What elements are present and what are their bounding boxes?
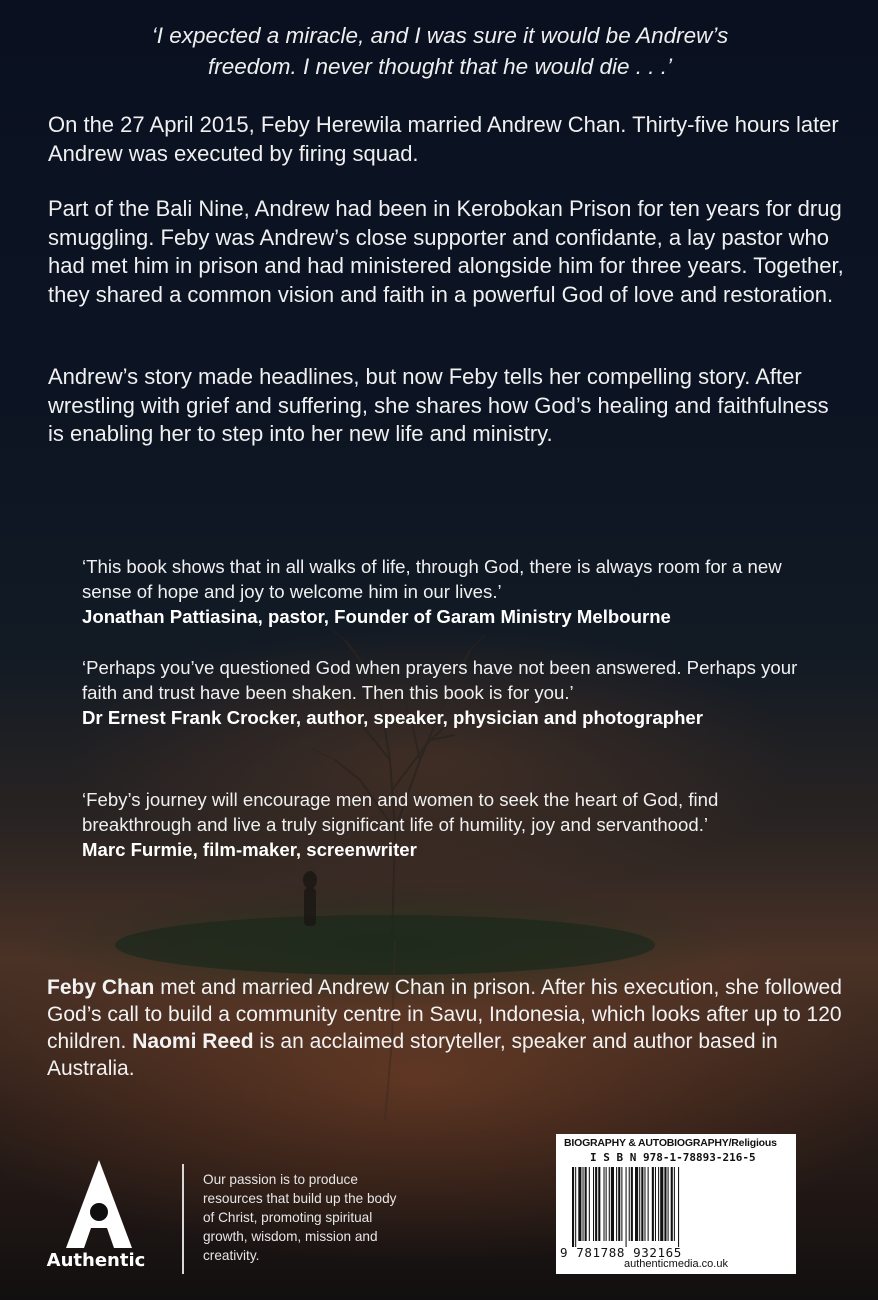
divider: [182, 1164, 184, 1274]
description-paragraph-3: Andrew’s story made headlines, but now Feby tells her compelling story. After wrestling with grief and suffering, she shares how God’s healing and faithfulness is enabling her to step into her new life and ministry.: [48, 364, 829, 446]
author-name-feby: Feby Chan: [47, 976, 155, 999]
endorsement-3: [82, 788, 822, 863]
description-paragraph-2: Part of the Bali Nine, Andrew had been in Kerobokan Prison for ten years for drug smuggling. Feby was Andrew’s close supporter and confidante, a lay pastor who had met him in prison and had ministered alongside him for three years. Together, they shared a common vision and faith in a powerful God of love and restoration.: [48, 196, 844, 307]
epigraph-line-2: freedom. I never thought that he would die . . .’: [207, 54, 673, 79]
barcode-digits: 9 781788 932165: [560, 1245, 682, 1260]
author-bio: [47, 974, 847, 1082]
epigraph-line-1: ‘I expected a miracle, and I was sure it would be Andrew’s: [151, 23, 729, 48]
publisher-tagline: Our passion is to produce resources that build up the body of Christ, promoting spiritual growth, wisdom, mission and creativity.: [203, 1172, 397, 1263]
epigraph-quote: [60, 20, 820, 82]
barcode-icon: [572, 1167, 780, 1247]
endorsement-author: Dr Ernest Frank Crocker, author, speaker, physician and photographer: [82, 707, 704, 728]
book-category: BIOGRAPHY & AUTOBIOGRAPHY/Religious: [564, 1137, 777, 1149]
endorsement-1: [82, 555, 822, 630]
publisher-website: authenticmedia.co.uk: [624, 1258, 728, 1270]
endorsement-quote: ‘Perhaps you’ve questioned God when prayers have not been answered. Perhaps your faith and trust have been shaken. Then this book is for you.’: [82, 657, 798, 703]
endorsement-quote: ‘This book shows that in all walks of life, through God, there is always room for a new sense of hope and joy to welcome him in our lives.’: [82, 556, 782, 602]
author-bio-text-1: met and married Andrew Chan in prison. After his execution, she followed God’s call to build a community centre in Savu, Indonesia, which looks after up to 120 children.: [47, 976, 842, 1053]
endorsement-quote: ‘Feby’s journey will encourage men and women to seek the heart of God, find breakthrough and live a truly significant life of humility, joy and servanthood.’: [82, 789, 719, 835]
isbn-number: I S B N 978-1-78893-216-5: [590, 1151, 756, 1164]
author-bio-text-2: is an acclaimed storyteller, speaker and author based in Australia.: [47, 1030, 778, 1080]
description-paragraph-1: On the 27 April 2015, Feby Herewila married Andrew Chan. Thirty-five hours later Andrew was executed by firing squad.: [48, 112, 839, 166]
endorsement-author: Marc Furmie, film-maker, screenwriter: [82, 839, 417, 860]
publisher-name: Authentic: [46, 1250, 146, 1271]
barcode-panel: [556, 1134, 796, 1274]
endorsement-author: Jonathan Pattiasina, pastor, Founder of Garam Ministry Melbourne: [82, 606, 671, 627]
author-name-naomi: Naomi Reed: [132, 1030, 254, 1053]
endorsement-2: [82, 656, 822, 731]
